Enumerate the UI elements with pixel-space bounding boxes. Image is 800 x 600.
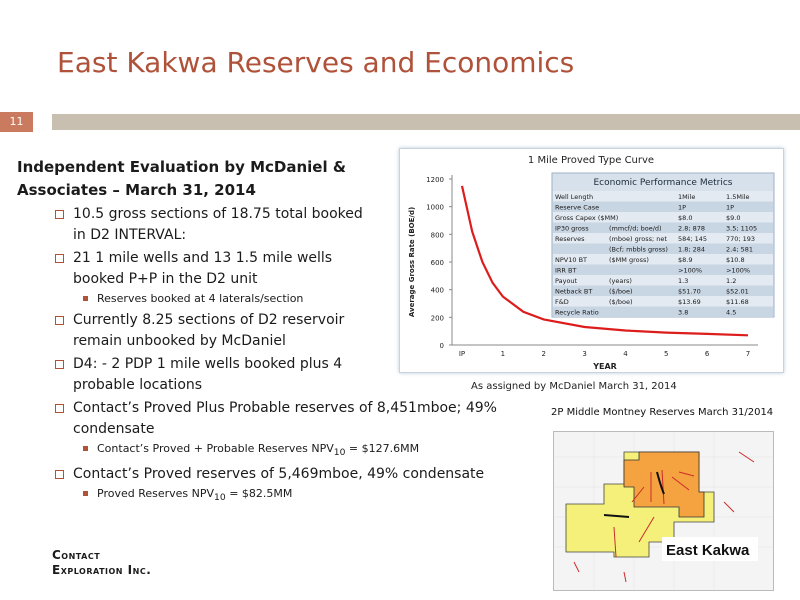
section-heading: Independent Evaluation by McDaniel & Associates – March 31, 2014 (17, 158, 346, 199)
company-logo (52, 548, 151, 578)
metrics-cell: 1.3 (678, 277, 689, 285)
metrics-cell: (Bcf; mbbls gross) (609, 245, 668, 254)
slide-title: East Kakwa Reserves and Economics (57, 46, 575, 79)
metrics-table-title: Economic Performance Metrics (593, 178, 733, 188)
metrics-cell: 4.5 (726, 308, 737, 317)
x-tick-label: 5 (664, 350, 669, 358)
y-axis-label: Average Gross Rate (BOE/d) (408, 206, 416, 318)
metrics-cell: 584; 145 (678, 235, 708, 243)
metrics-cell: F&D (555, 298, 569, 306)
x-axis-label: YEAR (593, 362, 617, 371)
metrics-cell: 1P (726, 203, 735, 212)
metrics-cell: 2.8; 878 (678, 224, 705, 233)
metrics-cell: Reserve Case (555, 203, 600, 212)
filled-square-bullet-icon (83, 296, 88, 301)
sub-bullet-item: Reserves booked at 4 laterals/section (17, 291, 397, 307)
metrics-cell: 1.2 (726, 277, 737, 285)
reserves-map (553, 431, 774, 591)
chart-title: 1 Mile Proved Type Curve (527, 155, 655, 166)
y-tick-label: 200 (430, 314, 444, 323)
chart-caption: As assigned by McDaniel March 31, 2014 (471, 381, 677, 392)
bullet-item: 10.5 gross sections of 18.75 total booked in D2 INTERVAL: (17, 204, 373, 246)
type-curve-chart (399, 148, 784, 373)
metrics-cell: 770; 193 (726, 235, 756, 243)
x-tick-label: 1 (500, 350, 506, 358)
metrics-cell: IP30 gross (555, 224, 589, 233)
metrics-cell: $51.70 (678, 287, 701, 296)
square-bullet-icon (55, 316, 64, 325)
y-tick-label: 800 (430, 231, 444, 240)
metrics-cell: IRR BT (555, 266, 577, 275)
x-tick-label: 7 (745, 350, 751, 358)
x-tick-label: IP (458, 350, 466, 358)
logo-line-1: Contact (52, 548, 101, 562)
square-bullet-icon (55, 210, 64, 219)
metrics-cell: 1Mile (678, 193, 696, 201)
metrics-cell: Recycle Ratio (555, 308, 599, 317)
square-bullet-icon (55, 470, 64, 479)
metrics-cell: 2.4; 581 (726, 245, 753, 254)
metrics-cell: $8.0 (678, 214, 693, 222)
metrics-cell: (mmcf/d; boe/d) (609, 224, 662, 233)
square-bullet-icon (55, 254, 64, 263)
metrics-cell: NPV10 BT (555, 256, 587, 264)
bullet-item: 21 1 mile wells and 13 1.5 mile wells booked P+P in the D2 unit (17, 248, 373, 290)
y-tick-label: 1200 (426, 176, 444, 184)
y-tick-label: 600 (430, 259, 444, 267)
metrics-cell: 1P (678, 203, 687, 212)
metrics-cell: (mboe) gross; net (609, 235, 667, 243)
metrics-cell: 3.5; 1105 (726, 224, 758, 233)
x-tick-label: 3 (582, 350, 587, 358)
metrics-cell: Gross Capex ($MM) (555, 214, 619, 222)
metrics-cell: $8.9 (678, 256, 693, 264)
filled-square-bullet-icon (83, 491, 88, 496)
metrics-cell: $9.0 (726, 214, 741, 222)
metrics-cell: $52.01 (726, 287, 749, 296)
metrics-cell: $11.68 (726, 298, 749, 306)
metrics-cell: Well Length (555, 193, 594, 201)
title-bar (52, 114, 800, 130)
map-label: East Kakwa (666, 542, 750, 559)
metrics-cell: ($MM gross) (609, 256, 649, 264)
metrics-cell: Reserves (555, 235, 585, 243)
y-tick-label: 1000 (426, 203, 444, 212)
filled-square-bullet-icon (83, 446, 88, 451)
metrics-cell: 1.5Mile (726, 193, 750, 201)
metrics-cell: $13.69 (678, 298, 701, 306)
bullet-item: Contact’s Proved Plus Probable reserves of 8,451mboe; 49% condensate (17, 398, 537, 440)
metrics-row (553, 275, 773, 286)
logo-line-2: Exploration Inc. (52, 563, 152, 577)
x-tick-label: 4 (623, 350, 628, 358)
bullet-item: Contact’s Proved reserves of 5,469mboe, 49% condensate (17, 464, 537, 485)
metrics-cell: ($/boe) (609, 298, 633, 306)
metrics-cell: Netback BT (555, 287, 593, 296)
metrics-cell: >100% (678, 266, 703, 275)
y-tick-label: 400 (430, 286, 444, 295)
y-tick-label: 0 (439, 342, 444, 350)
map-graphic (554, 432, 773, 590)
map-title: 2P Middle Montney Reserves March 31/2014 (551, 407, 774, 418)
metrics-cell: 3.8 (678, 308, 689, 317)
metrics-cell: ($/boe) (609, 287, 633, 296)
square-bullet-icon (55, 404, 64, 413)
x-tick-label: 6 (704, 350, 710, 358)
x-tick-label: 2 (541, 350, 546, 358)
metrics-cell: (years) (609, 277, 632, 285)
metrics-cell: $10.8 (726, 256, 745, 264)
type-curve-svg (400, 149, 783, 372)
sub-bullet-item: Proved Reserves $NPV_{10}$ = $82.5MM (17, 486, 537, 506)
slide-number: 11 (0, 112, 33, 132)
bullet-item: Currently 8.25 sections of D2 reservoir remain unbooked by McDaniel (17, 310, 373, 352)
metrics-cell: Payout (555, 277, 578, 285)
sub-bullet-item: Contact’s Proved + Probable Reserves $NPV_{10}$ = $127.6MM (17, 441, 537, 461)
square-bullet-icon (55, 360, 64, 369)
metrics-cell: 1.8; 284 (678, 245, 705, 254)
metrics-cell: >100% (726, 266, 751, 275)
bullet-item: D4: - 2 PDP 1 mile wells booked plus 4 probable locations (17, 354, 373, 396)
